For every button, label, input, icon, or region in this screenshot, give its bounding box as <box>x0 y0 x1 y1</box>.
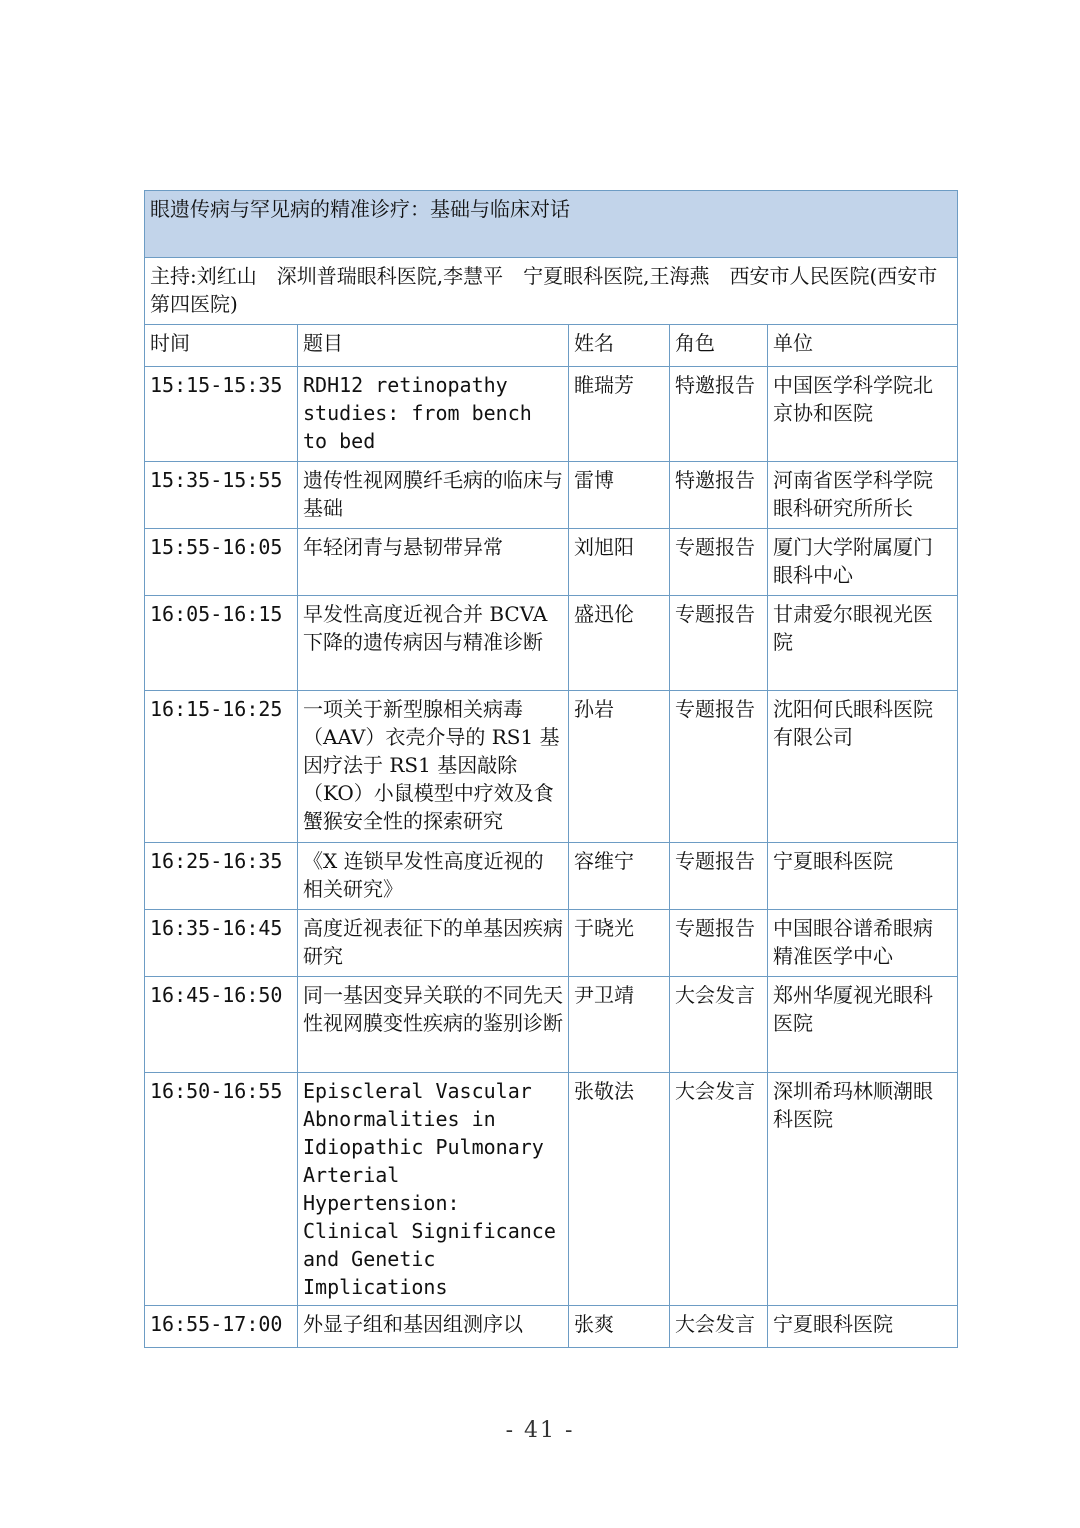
row-topic: 高度近视表征下的单基因疾病研究 <box>298 910 569 977</box>
row-unit: 深圳希玛林顺潮眼科医院 <box>768 1073 958 1306</box>
table-row <box>145 843 958 910</box>
table-header-row <box>145 325 958 367</box>
row-time: 16:45-16:50 <box>145 977 298 1073</box>
row-topic: 一项关于新型腺相关病毒（AAV）衣壳介导的 RS1 基因疗法于 RS1 基因敲除（KO）小鼠模型中疗效及食蟹猴安全性的探索研究 <box>298 691 569 843</box>
row-unit: 甘肃爱尔眼视光医院 <box>768 596 958 691</box>
row-time: 15:35-15:55 <box>145 462 298 529</box>
table-row <box>145 691 958 843</box>
page-number: - 41 - <box>505 1418 575 1443</box>
row-unit: 宁夏眼科医院 <box>768 1306 958 1348</box>
row-topic: 外显子组和基因组测序以 <box>298 1306 569 1348</box>
row-time: 16:55-17:00 <box>145 1306 298 1348</box>
row-name: 雷博 <box>569 462 670 529</box>
session-hosts: 主持:刘红山 深圳普瑞眼科医院,李慧平 宁夏眼科医院,王海燕 西安市人民医院(西安市第四医院) <box>145 258 958 325</box>
row-unit: 中国医学科学院北京协和医院 <box>768 367 958 462</box>
row-unit: 郑州华厦视光眼科医院 <box>768 977 958 1073</box>
header-topic: 题目 <box>298 325 569 367</box>
session-schedule-table <box>144 190 958 1348</box>
header-role: 角色 <box>670 325 768 367</box>
row-time: 15:55-16:05 <box>145 529 298 596</box>
row-topic: 早发性高度近视合并 BCVA 下降的遗传病因与精准诊断 <box>298 596 569 691</box>
row-topic: 遗传性视网膜纤毛病的临床与基础 <box>298 462 569 529</box>
row-topic: 同一基因变异关联的不同先天性视网膜变性疾病的鉴别诊断 <box>298 977 569 1073</box>
row-unit: 河南省医学科学院眼科研究所所长 <box>768 462 958 529</box>
table-row <box>145 977 958 1073</box>
table-row <box>145 1306 958 1348</box>
row-unit: 中国眼谷谱希眼病精准医学中心 <box>768 910 958 977</box>
row-topic: 《X 连锁早发性高度近视的相关研究》 <box>298 843 569 910</box>
row-role: 大会发言 <box>670 1306 768 1348</box>
row-role: 专题报告 <box>670 529 768 596</box>
row-role: 特邀报告 <box>670 462 768 529</box>
table-row <box>145 367 958 462</box>
row-time: 16:05-16:15 <box>145 596 298 691</box>
row-role: 特邀报告 <box>670 367 768 462</box>
row-unit: 沈阳何氏眼科医院有限公司 <box>768 691 958 843</box>
row-name: 张爽 <box>569 1306 670 1348</box>
session-title: 眼遗传病与罕见病的精准诊疗：基础与临床对话 <box>145 191 958 258</box>
header-time: 时间 <box>145 325 298 367</box>
row-name: 于晓光 <box>569 910 670 977</box>
row-time: 16:35-16:45 <box>145 910 298 977</box>
row-role: 大会发言 <box>670 977 768 1073</box>
row-topic: 年轻闭青与悬韧带异常 <box>298 529 569 596</box>
row-role: 大会发言 <box>670 1073 768 1306</box>
row-name: 容维宁 <box>569 843 670 910</box>
session-title-row <box>145 191 958 258</box>
row-name: 孙岩 <box>569 691 670 843</box>
row-topic: Episcleral Vascular Abnormalities in Idiopathic Pulmonary Arterial Hypertension: Clinical Significance and Genetic Implications <box>298 1073 569 1306</box>
row-name: 刘旭阳 <box>569 529 670 596</box>
header-name: 姓名 <box>569 325 670 367</box>
row-role: 专题报告 <box>670 843 768 910</box>
row-role: 专题报告 <box>670 691 768 843</box>
table-row <box>145 910 958 977</box>
row-role: 专题报告 <box>670 596 768 691</box>
table-row <box>145 462 958 529</box>
row-time: 16:25-16:35 <box>145 843 298 910</box>
row-name: 张敬法 <box>569 1073 670 1306</box>
row-unit: 宁夏眼科医院 <box>768 843 958 910</box>
row-name: 尹卫靖 <box>569 977 670 1073</box>
row-role: 专题报告 <box>670 910 768 977</box>
table-row <box>145 529 958 596</box>
session-hosts-row <box>145 258 958 325</box>
row-topic: RDH12 retinopathy studies: from bench to bed <box>298 367 569 462</box>
row-time: 15:15-15:35 <box>145 367 298 462</box>
row-time: 16:50-16:55 <box>145 1073 298 1306</box>
header-unit: 单位 <box>768 325 958 367</box>
table-row <box>145 596 958 691</box>
table-row <box>145 1073 958 1306</box>
row-name: 睢瑞芳 <box>569 367 670 462</box>
row-name: 盛迅伦 <box>569 596 670 691</box>
row-time: 16:15-16:25 <box>145 691 298 843</box>
row-unit: 厦门大学附属厦门眼科中心 <box>768 529 958 596</box>
